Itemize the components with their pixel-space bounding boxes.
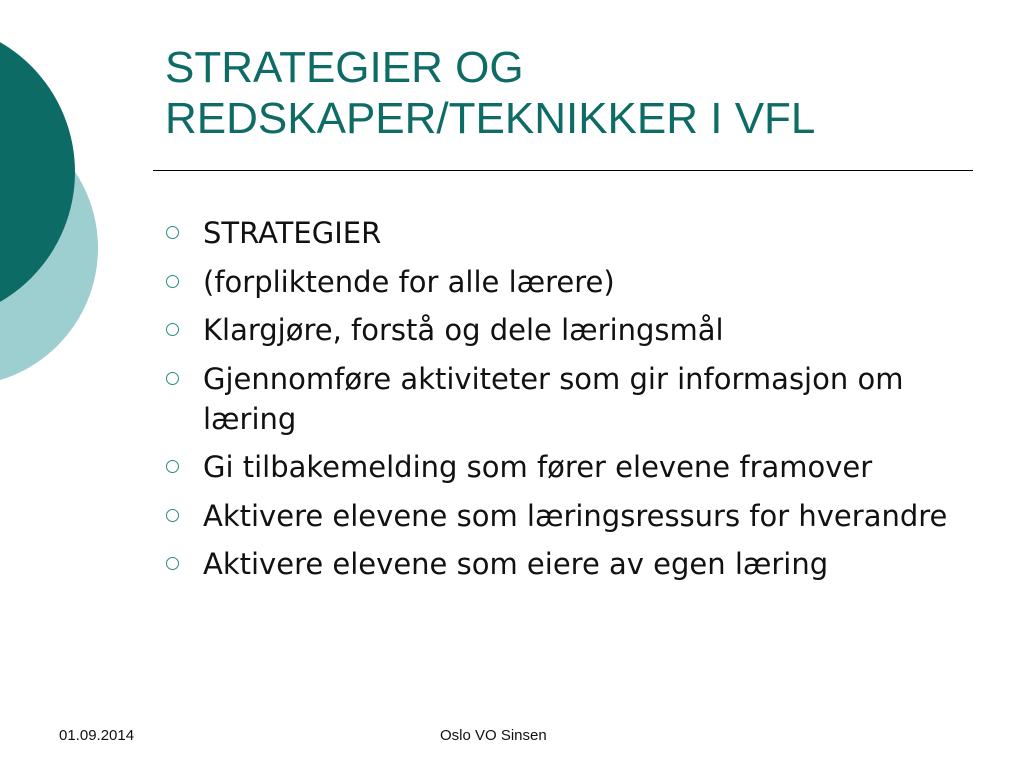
hollow-circle-bullet-icon (166, 226, 179, 239)
hollow-circle-bullet-icon (166, 557, 179, 570)
footer-date: 01.09.2014 (59, 727, 135, 744)
hollow-circle-bullet-icon (166, 275, 179, 288)
bullet-text: (forpliktende for alle lærere) (203, 264, 615, 299)
bullet-text: Gjennomføre aktiviteter som gir informasjon om læring (203, 361, 904, 436)
hollow-circle-bullet-icon (166, 509, 179, 522)
bullet-item (165, 213, 965, 253)
bullet-list (165, 213, 965, 593)
slide-title (165, 42, 995, 144)
slide-title-line-1: STRATEGIER OG (165, 43, 524, 92)
slide-title-line-2: REDSKAPER/TEKNIKKER I VFL (165, 94, 816, 143)
hollow-circle-bullet-icon (166, 460, 179, 473)
bullet-item (165, 447, 965, 487)
decorative-circles (0, 0, 110, 420)
bullet-item (165, 496, 965, 536)
bullet-text: Aktivere elevene som læringsressurs for hverandre (203, 498, 948, 533)
bullet-item (165, 359, 965, 439)
bullet-text: Aktivere elevene som eiere av egen læring (203, 547, 829, 581)
bullet-item (165, 310, 965, 350)
footer-center-text: Oslo VO Sinsen (440, 727, 547, 744)
hollow-circle-bullet-icon (166, 372, 179, 385)
bullet-text: Gi tilbakemelding som fører elevene framover (203, 450, 873, 484)
title-divider (153, 170, 973, 171)
bullet-item (165, 262, 965, 302)
bullet-text: Klargjøre, forstå og dele læringsmål (203, 313, 724, 347)
hollow-circle-bullet-icon (166, 323, 179, 336)
bullet-text: STRATEGIER (203, 216, 382, 250)
bullet-item (165, 544, 965, 584)
